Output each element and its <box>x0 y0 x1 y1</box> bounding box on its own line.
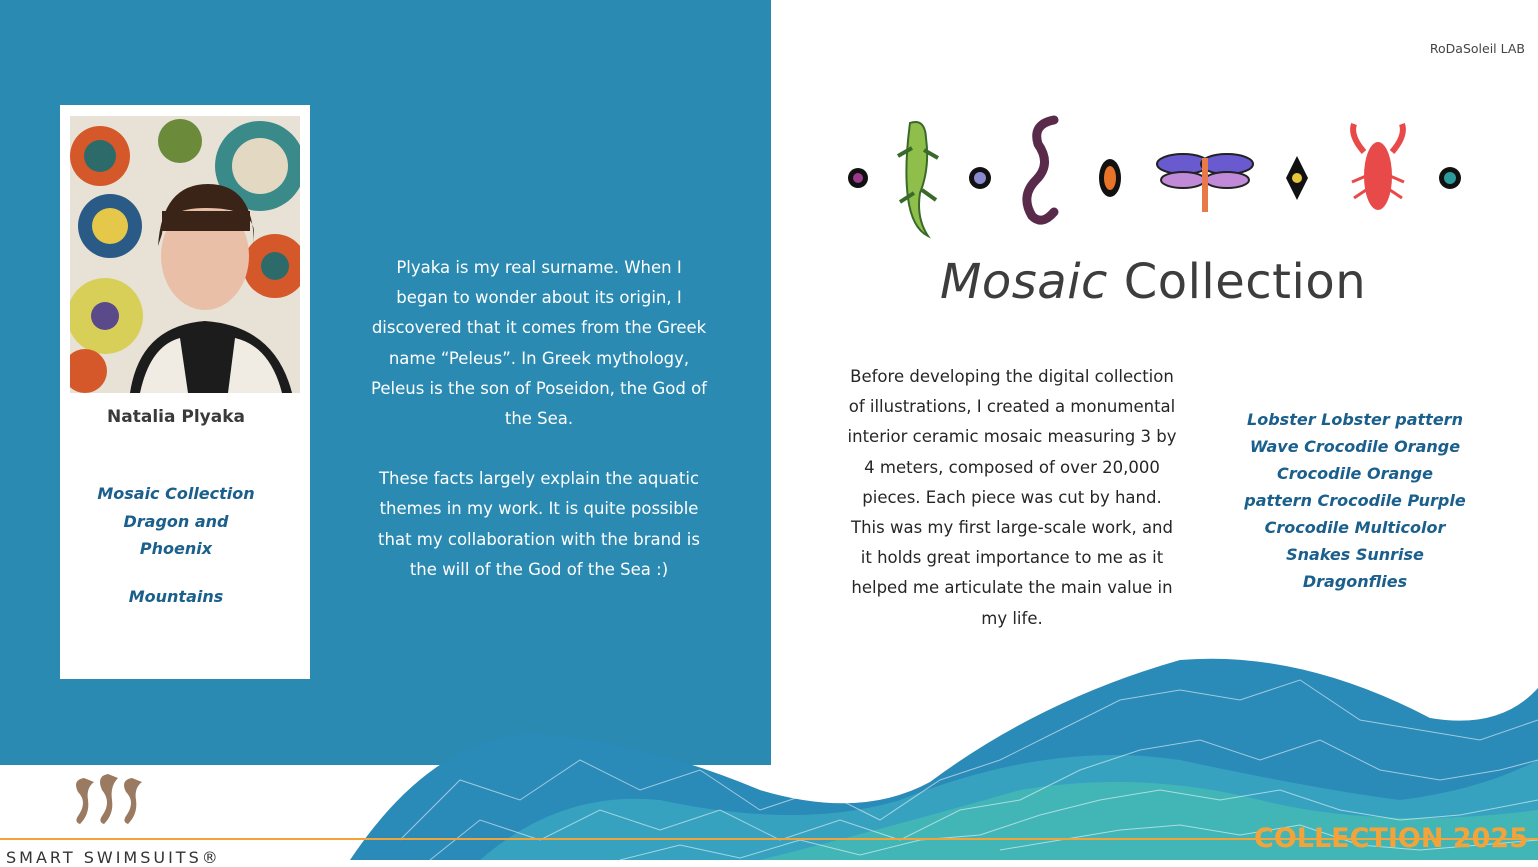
brand-lab-label: RoDaSoleil LAB <box>1429 41 1525 56</box>
collection-title-italic: Mosaic <box>940 254 1108 310</box>
bio-paragraph: Plyaka is my real surname. When I began to wonder about its origin, I discovered that it comes from the Greek name “Peleus”. In Greek mythology, Peleus is the son of Poseidon, the God of the Sea. <box>371 258 707 429</box>
smart-swimsuits-logo <box>70 770 150 828</box>
work-item: Mountains <box>128 586 224 606</box>
bio-paragraph: These facts largely explain the aquatic themes in my work. It is quite possible that my collaboration with the brand is the will of the God of the Sea :) <box>378 469 700 579</box>
collection-item: Crocodile Orange <box>1277 464 1433 483</box>
collection-description: Before developing the digital collection of illustrations, I created a monumental interior ceramic mosaic measuring 3 by 4 meters, composed of over 20,000 pieces. Each piece was cut by hand. This was my first large-scale work, and it holds great importance to me as it helped me articulate the main value in my life. <box>847 367 1177 628</box>
artist-name: Natalia Plyaka <box>107 407 245 427</box>
collection-item: Dragonflies <box>1302 572 1408 591</box>
collection-item: pattern Crocodile Purple <box>1244 491 1466 510</box>
collection-item: Lobster Lobster pattern <box>1247 410 1463 429</box>
work-item: Mosaic Collection <box>97 484 255 503</box>
collection-year-label: COLLECTION 2025 <box>1254 823 1528 854</box>
work-item: Dragon and <box>123 511 229 531</box>
logo-text: SMART SWIMSUITS® <box>6 848 221 867</box>
collection-title-rest: Collection <box>1107 254 1367 310</box>
collection-item: Snakes Sunrise <box>1286 545 1424 564</box>
work-item: Phoenix <box>139 539 213 558</box>
collection-item: Crocodile Multicolor <box>1264 518 1446 537</box>
collection-item: Wave Crocodile Orange <box>1249 437 1461 456</box>
